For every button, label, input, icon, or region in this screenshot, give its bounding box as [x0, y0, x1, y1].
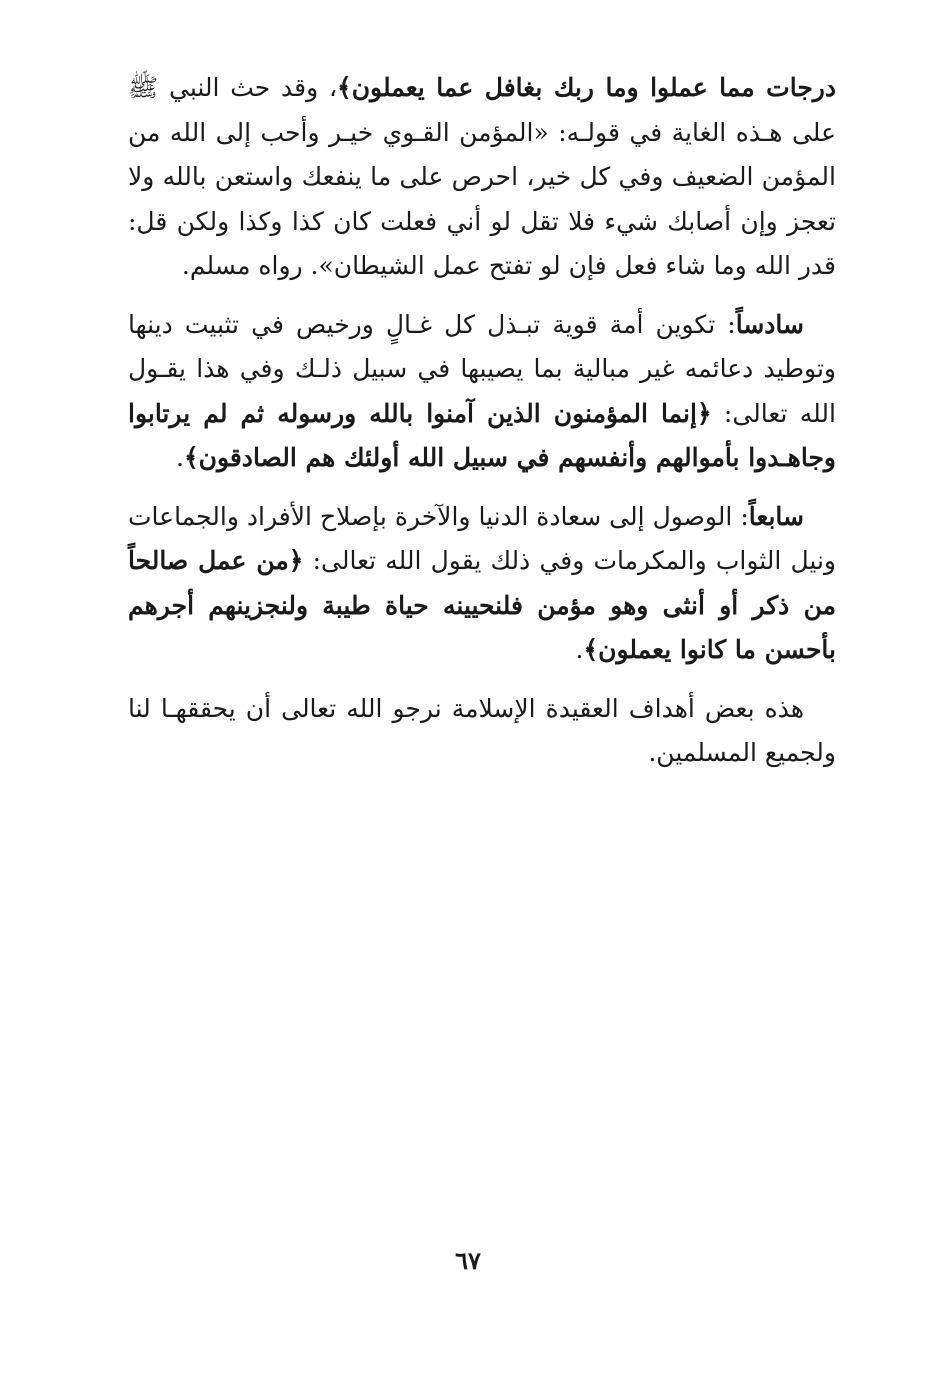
document-body: [128, 66, 836, 790]
paragraph-sixth: [128, 303, 836, 481]
quran-verse: ﴿من عمل صالحاً من ذكر أو أنثى وهو مؤمن فلنحيينه حياة طيبة ولنجزينهم أجرهم بأحسن ما كانوا يعملون﴾: [128, 546, 836, 664]
paragraph-text: هذه بعض أهداف العقيدة الإسلامة نرجو الله تعالى أن يحققهـا لنا ولجميع المسلمين.: [128, 693, 836, 767]
hadith-text: ، وقد حث النبي ﷺ على هـذه الغاية في قولـه: «المؤمن القـوي خيـر وأحب إلى الله من المؤمن الضعيف وفي كل خير، احرص على ما ينفعك واستعن بالله ولا تعجز وإن أصابك شيء فلا تقل لو أني فعلت كان كذا وكذا ولكن قل: قدر الله وما شاء فعل فإن لو تفتح عمل الشيطان». رواه مسلم.: [128, 73, 836, 280]
page-number: ٦٧: [455, 1246, 481, 1275]
paragraph-seventh: [128, 495, 836, 673]
paragraph-text: : تكوين أمة قوية تبـذل كل غـالٍ ورخيص في تثبيت دينها وتوطيد دعائمه غير مبالية بما يصيبها في سبيل ذلـك وفي هذا يقـول الله تعالى:: [128, 309, 836, 428]
quran-verse-ending: درجات مما عملوا وما ربك بغافل عما يعملون﴾: [337, 73, 836, 102]
punctuation: .: [575, 635, 584, 664]
quran-verse: ﴿إنما المؤمنون الذين آمنوا بالله ورسوله ثم لم يرتابوا وجاهـدوا بأموالهم وأنفسهم في سبيل الله أولئك هم الصادقون﴾: [128, 398, 836, 472]
paragraph-continuation: [128, 66, 836, 289]
point-heading-sixth: سادساً: [735, 309, 804, 339]
point-heading-seventh: سابعاً: [748, 501, 804, 531]
punctuation: .: [175, 443, 184, 472]
paragraph-text: : الوصول إلى سعادة الدنيا والآخرة بإصلاح الأفراد والجماعات ونيل الثواب والمكرمات وفي ذلك يقول الله تعالى:: [128, 501, 837, 575]
paragraph-closing: [128, 687, 836, 776]
